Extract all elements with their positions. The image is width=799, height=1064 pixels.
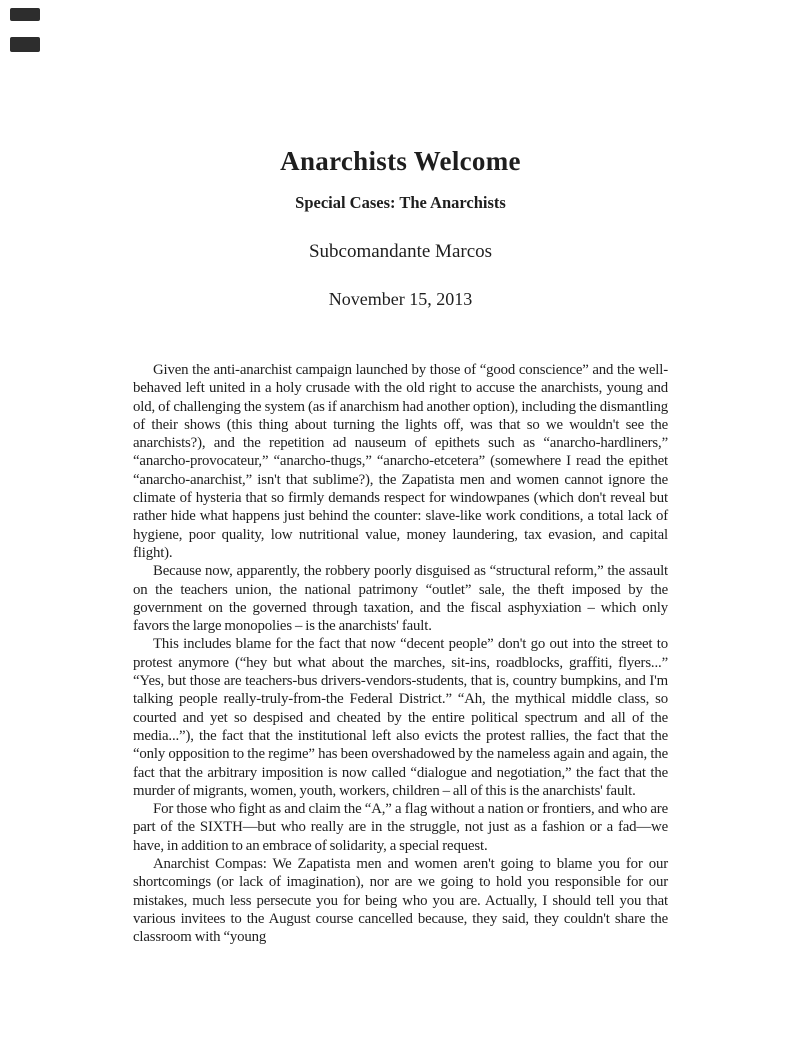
document-date: November 15, 2013 [328, 289, 473, 309]
document-body [133, 361, 668, 947]
paragraph: Given the anti-anarchist campaign launched by those of “good conscience” and the well-behaved left united in a holy crusade with the old right to accuse the anarchists, young and old, of challenging the system (as if anarchism had another option), including the dismantling of their shows (this thing about turning the lights off, was that so we wouldn't see the anarchists?), and the repetition ad nauseum of epithets such as “anarcho-hardliners,” “anarcho-provocateur,” “anarcho-thugs,” “anarcho-etcetera” (somewhere I read the epithet “anarcho-anarchist,” isn't that sublime?), the Zapatista men and women cannot ignore the climate of hysteria that so firmly demands respect for windowpanes (which don't reveal but rather hide what happens just behind the counter: slave-like work conditions, a total lack of hygiene, poor quality, low nutritional value, money laundering, tax evasion, and capital flight). [133, 362, 668, 561]
corner-mark-bottom [10, 37, 40, 52]
document-author: Subcomandante Marcos [308, 241, 493, 262]
paragraph: Because now, apparently, the robbery poorly disguised as “structural reform,” the assault on the teachers union, the national patrimony “outlet” sale, the theft imposed by the government on the governed through taxation, and the fiscal asphyxiation – which only favors the large monopolies – is the anarchists' fault. [133, 563, 668, 635]
paragraph: Anarchist Compas: We Zapatista men and women aren't going to blame you for our shortcomings (or lack of imagination), nor are we going to hold you responsible for our mistakes, much less persecute you for being who you are. Actually, I should tell you that various invitees to the August course cancelled because, they said, they couldn't share the classroom with “young [133, 856, 668, 946]
document-subtitle: Special Cases: The Anarchists [295, 193, 506, 212]
corner-mark-top [10, 8, 40, 21]
document-title: Anarchists Welcome [280, 146, 521, 176]
paragraph: For those who fight as and claim the “A,” a flag without a nation or frontiers, and who are part of the SIXTH—but who really are in the struggle, not just as a fashion or a fad—we have, in addition to an embrace of solidarity, a special request. [133, 801, 668, 854]
paragraph: This includes blame for the fact that now “decent people” don't go out into the street to protest anymore (“hey but what about the marches, sit-ins, roadblocks, graffiti, flyers...” “Yes, but those are teachers-bus drivers-vendors-students, that is, country bumpkins, and I'm talking people really-truly-from-the Federal District.” “Ah, the mythical middle class, so courted and yet so despised and cheated by the entire political spectrum and all of the media...”), the fact that the institutional left also evicts the protest rallies, the fact that the “only opposition to the regime” has been overshadowed by the nameless again and again, the fact that the arbitrary imposition is now called “dialogue and negotiation,” the fact that the murder of migrants, women, youth, workers, children – all of this is the anarchists' fault. [133, 636, 668, 799]
document-content [133, 0, 668, 947]
